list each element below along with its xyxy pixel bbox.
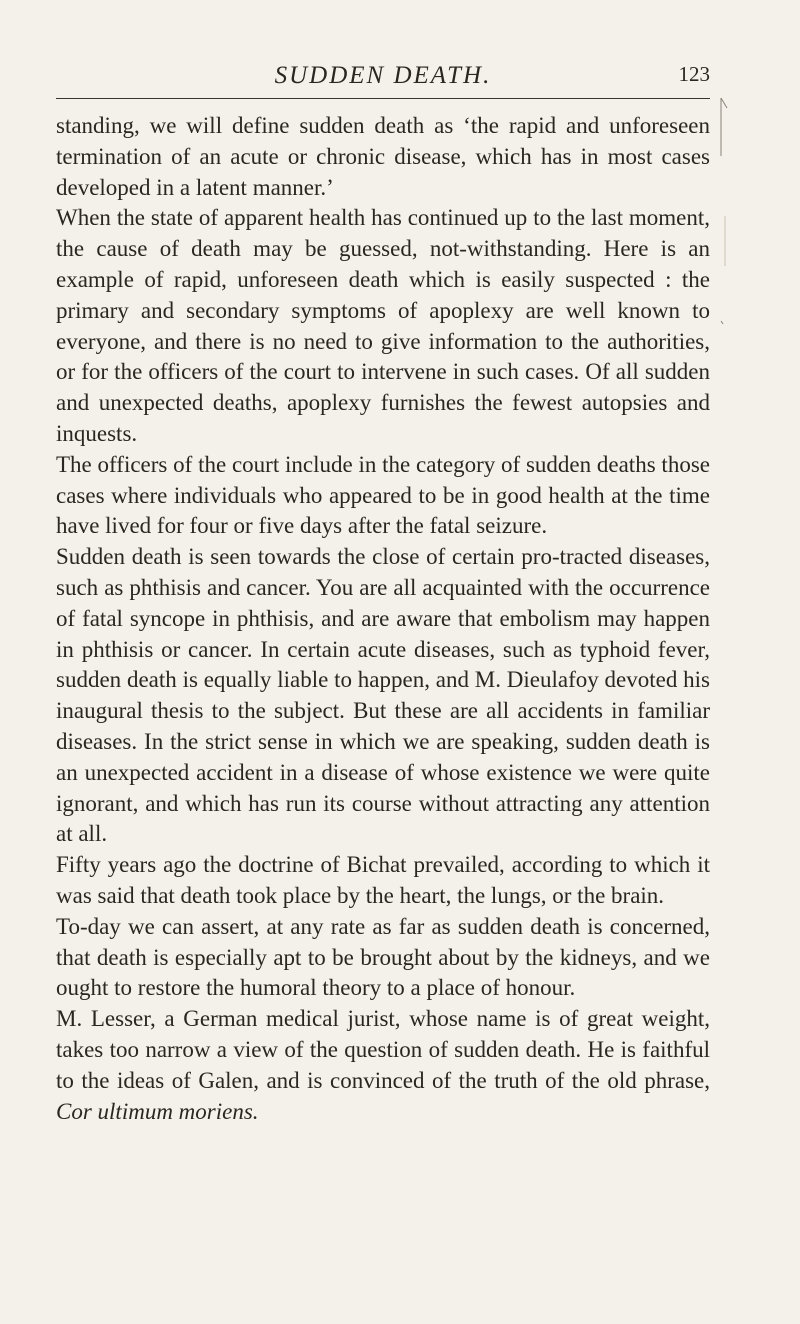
paragraph: Fifty years ago the doctrine of Bichat prevailed, according to which it was said that death took place by the heart, the lungs, or the brain.	[56, 852, 710, 908]
paragraph: standing, we will define sudden death as ‘the rapid and unforeseen termination of an acute or chronic disease, which has in most cases developed in a latent manner.’	[56, 113, 710, 200]
paragraph-last-text: M. Lesser, a German medical jurist, whose name is of great weight, takes too narrow a view of the question of sudden death. He is faithful to the ideas of Galen, and is convinced of the truth of the old phrase,	[56, 1006, 710, 1093]
running-head	[56, 62, 710, 98]
paragraph-last	[56, 1004, 710, 1127]
paragraph: The officers of the court include in the category of sudden deaths those cases where individuals who appeared to be in good health at the time have lived for four or five days after the fatal seizure.	[56, 451, 710, 539]
page-number: 123	[678, 62, 710, 86]
latin-phrase: Cor ultimum moriens.	[56, 1098, 259, 1124]
book-page	[56, 62, 710, 1127]
running-title: SUDDEN DEATH.	[274, 62, 492, 89]
header-rule	[56, 98, 710, 99]
paragraph: When the state of apparent health has continued up to the last moment, the cause of death may be guessed, not-withstanding. Here is an example of rapid, unforeseen death which is easily suspected : the primary and secondary symptoms of apoplexy are well known to everyone, and there is no need to give information to the authorities, or for the officers of the court to intervene in such cases. Of all sudden and unexpected deaths, apoplexy furnishes the fewest autopsies and inquests.	[56, 205, 710, 446]
paragraph: Sudden death is seen towards the close of certain pro-tracted diseases, such as phthisis and cancer. You are all acquainted with the occurrence of fatal syncope in phthisis, and are aware that embolism may happen in phthisis or cancer. In certain acute diseases, such as typhoid fever, sudden death is equally liable to happen, and M. Dieulafoy devoted his inaugural thesis to the subject. But these are all accidents in familiar diseases. In the strict sense in which we are speaking, sudden death is an unexpected accident in a disease of whose existence we were quite ignorant, and which has run its course without attracting any attention at all.	[56, 544, 710, 847]
body-text	[56, 111, 710, 1127]
page-edge-mark-icon	[719, 96, 733, 326]
paragraph: To-day we can assert, at any rate as far as sudden death is concerned, that death is especially apt to be brought about by the kidneys, and we ought to restore the humoral theory to a place of honour.	[56, 913, 710, 1001]
